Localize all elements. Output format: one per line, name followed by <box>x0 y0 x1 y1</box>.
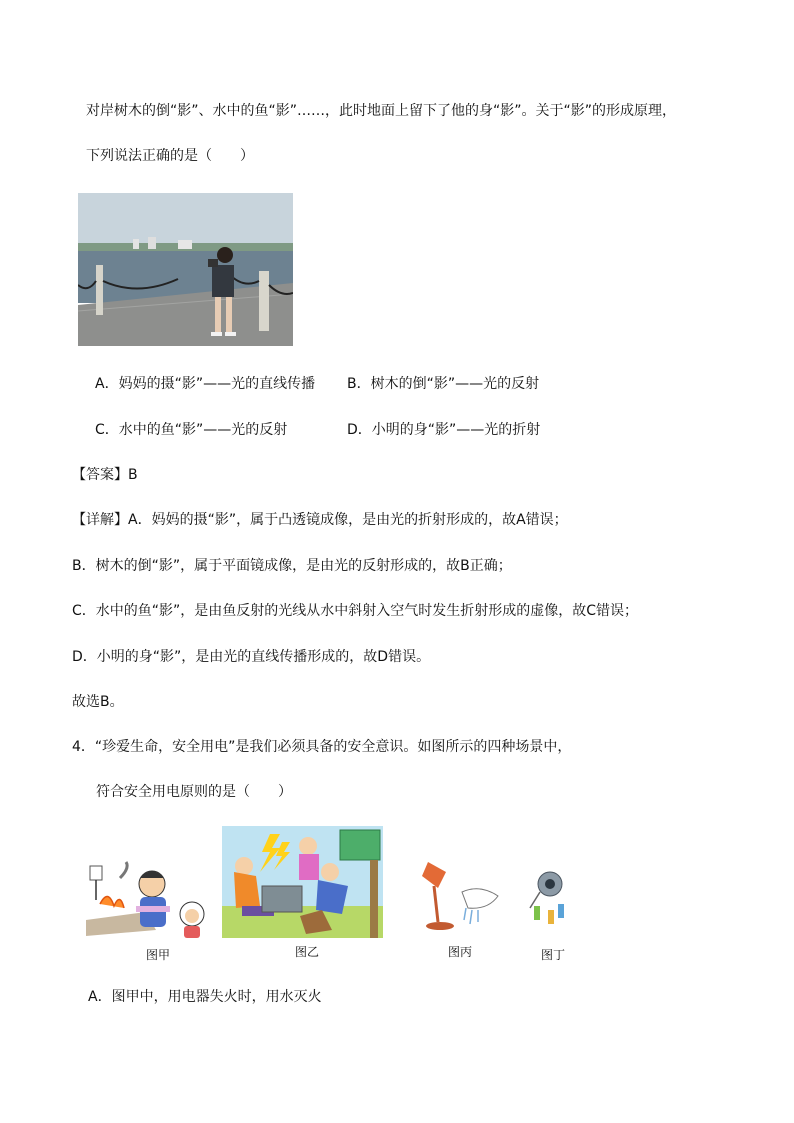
conclusion: 故选B。 <box>72 694 124 710</box>
analysis-b: B．树木的倒“影”，属于平面镜成像，是由光的反射形成的，故B正确； <box>72 558 512 574</box>
figure-bing-label: 图丙 <box>448 945 473 959</box>
question-4-option-a: A．图甲中，用电器失火时，用水灭火 <box>88 989 322 1005</box>
figure-jia-illustration <box>86 860 210 940</box>
figure-yi-illustration <box>222 826 383 938</box>
lakeside-photo <box>78 193 293 346</box>
option-a: A．妈妈的摄“影”——光的直线传播 <box>95 376 316 392</box>
figure-yi-label: 图乙 <box>295 945 320 959</box>
figure-jia-label: 图甲 <box>146 948 171 962</box>
intro-line-2: 下列说法正确的是（ ） <box>86 148 254 164</box>
option-d: D．小明的身“影”——光的折射 <box>347 422 541 438</box>
analysis-a: 【详解】A．妈妈的摄“影”，属于凸透镜成像，是由光的折射形成的，故A错误； <box>72 512 568 528</box>
figure-ding-label: 图丁 <box>541 948 566 962</box>
question-4-stem-2: 符合安全用电原则的是（ ） <box>96 784 292 800</box>
question-4-stem-1: 4．“珍爱生命，安全用电”是我们必须具备的安全意识。如图所示的四种场景中， <box>72 739 572 755</box>
option-b: B．树木的倒“影”——光的反射 <box>347 376 540 392</box>
analysis-d: D．小明的身“影”，是由光的直线传播形成的，故D错误。 <box>72 649 431 665</box>
figure-ding-illustration <box>520 868 570 934</box>
answer-line: 【答案】B <box>72 467 138 483</box>
figure-bing-illustration <box>418 856 504 934</box>
intro-line-1: 对岸树木的倒“影”、水中的鱼“影”……，此时地面上留下了他的身“影”。关于“影”的形成原理， <box>86 103 677 119</box>
option-c: C．水中的鱼“影”——光的反射 <box>95 422 288 438</box>
analysis-c: C．水中的鱼“影”，是由鱼反射的光线从水中斜射入空气时发生折射形成的虚像，故C错误； <box>72 603 639 619</box>
